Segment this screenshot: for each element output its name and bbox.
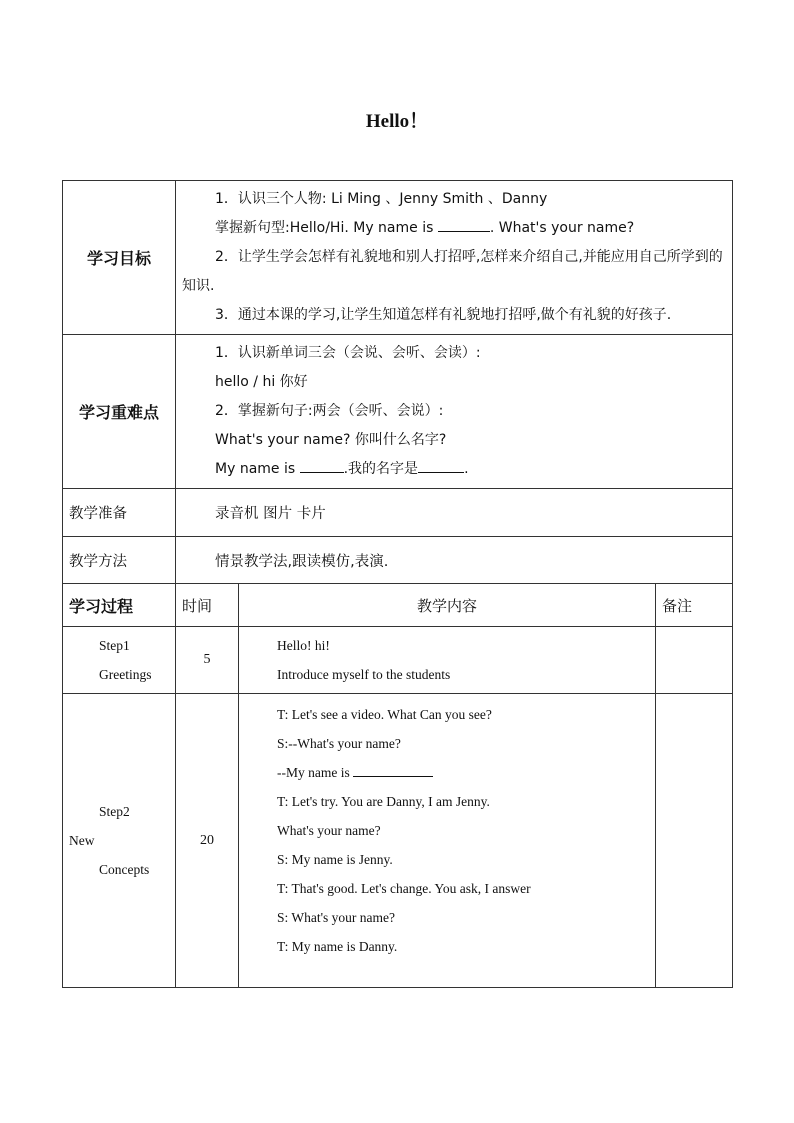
preparation-label: 教学准备 (63, 489, 176, 537)
blank-line (353, 764, 433, 777)
step2-content: T: Let's see a video. What Can you see? S:--What's your name? --My name is T: Let's try. You are Danny, I am Jenny. What's your name? S: My name is Jenny. T: That's good. Let's change. You ask, I answer S: What's your name? T: My name is Danny. (239, 694, 656, 988)
method-row (63, 537, 733, 584)
blank-line (418, 460, 464, 473)
key-points-line-5: My name is .我的名字是 . (215, 461, 469, 477)
blank-line (300, 460, 344, 473)
step1-content: Hello! hi! Introduce myself to the students (239, 627, 656, 694)
objectives-line-4: 3．通过本课的学习,让学生知道怎样有礼貌地打招呼,做个有礼貌的好孩子. (215, 307, 672, 323)
objectives-content (176, 181, 733, 335)
key-points-line-3: 2．掌握新句子:两会（会听、会说）: (215, 403, 444, 419)
column-time-header: 时间 (176, 584, 239, 627)
key-points-line-1: 1．认识新单词三会（会说、会听、会读）: (215, 345, 481, 361)
objectives-line-2: 掌握新句型:Hello/Hi. My name is . What's your name? (215, 220, 635, 236)
step1-time: 5 (176, 627, 239, 694)
step1-row (63, 627, 733, 694)
preparation-value: 录音机 图片 卡片 (215, 506, 326, 522)
step2-time: 20 (176, 694, 239, 988)
key-points-line-2: hello / hi 你好 (215, 374, 308, 390)
document-title: Hello！ (365, 111, 429, 132)
key-points-label: 学习重难点 (63, 335, 176, 489)
column-content-header: 教学内容 (239, 584, 656, 627)
objectives-line-1: 1．认识三个人物: Li Ming 、Jenny Smith 、Danny (215, 191, 548, 207)
objectives-line-3: 2．让学生学会怎样有礼貌地和别人打招呼,怎样来介绍自己,并能应用自己所学到的知识. (182, 249, 723, 294)
step1-name: Step1 Greetings (63, 627, 176, 694)
process-header-row (63, 584, 733, 627)
method-label: 教学方法 (63, 537, 176, 584)
key-points-line-4: What's your name? 你叫什么名字? (215, 432, 447, 448)
method-value: 情景教学法,跟读模仿,表演. (215, 553, 389, 570)
lesson-plan-table (62, 180, 733, 988)
step2-notes (656, 694, 733, 988)
blank-line (438, 219, 490, 232)
objectives-row (63, 181, 733, 335)
step2-name: Step2 New Concepts (63, 694, 176, 988)
objectives-label: 学习目标 (63, 181, 176, 335)
step1-notes (656, 627, 733, 694)
column-notes-header: 备注 (656, 584, 733, 627)
process-label: 学习过程 (63, 584, 176, 627)
step2-row (63, 694, 733, 988)
preparation-row (63, 489, 733, 537)
key-points-row (63, 335, 733, 489)
key-points-content (176, 335, 733, 489)
